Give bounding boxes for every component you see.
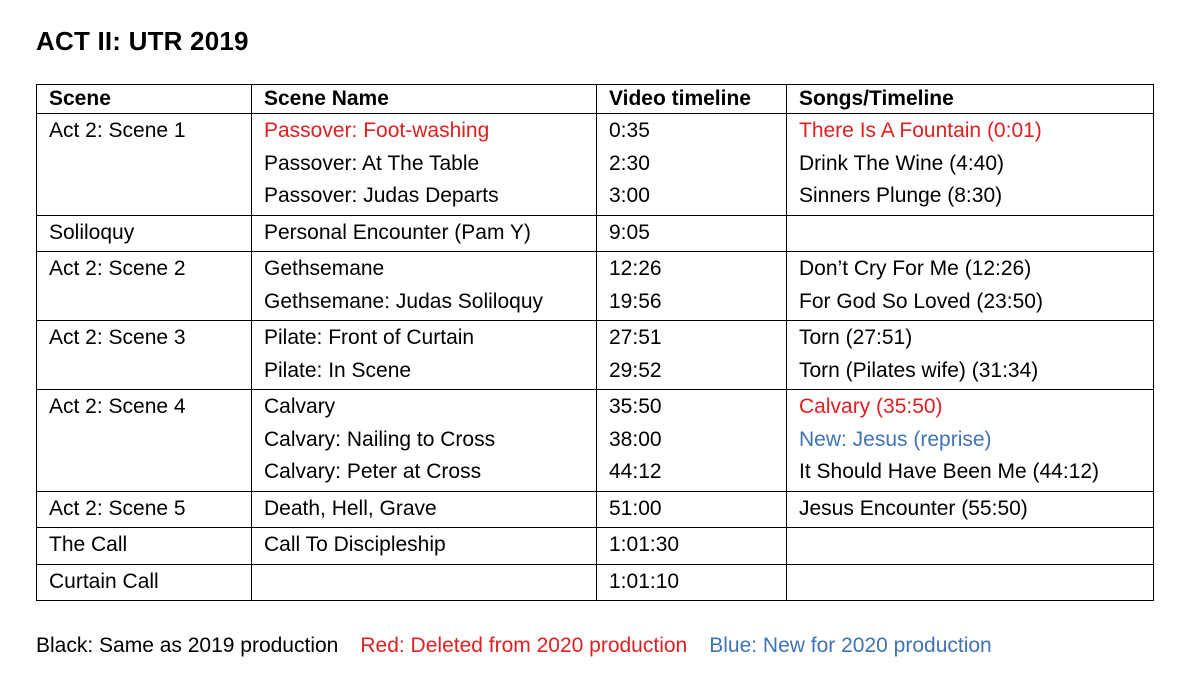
table-row [37,321,1154,390]
legend-item-red: Red: Deleted from 2020 production [360,634,688,657]
songs-timeline-cell-line: There Is A Fountain (0:01) [799,119,1042,142]
video-timeline-cell-line: 27:51 [609,326,662,349]
scene-label: Act 2: Scene 5 [49,496,186,520]
scene-name-cell-line: Calvary [264,395,336,418]
schedule-table [36,84,1154,601]
video-timeline-cell [597,528,787,565]
scene-label: Act 2: Scene 1 [49,119,186,142]
scene-name-cell [252,114,597,216]
scene-name-cell [252,390,597,492]
scene-name-cell [252,491,597,528]
songs-timeline-cell [787,564,1154,601]
legend-item-black: Black: Same as 2019 production [36,634,339,657]
scene-name-cell-line: Call To Discipleship [264,533,446,556]
video-timeline-cell [597,252,787,321]
video-timeline-cell-line: 3:00 [609,184,650,207]
table-row [37,215,1154,252]
scene-name-cell-line [264,566,584,599]
page-title: ACT II: UTR 2019 [36,26,249,56]
scene-name-cell-line: Calvary: Nailing to Cross [264,427,496,451]
scene-cell [37,390,252,492]
header-songs-timeline: Songs/Timeline [787,85,1154,114]
table-row [37,528,1154,565]
video-timeline-cell-line: 2:30 [609,151,650,175]
scene-name-cell-line: Gethsemane: Judas Soliloquy [264,289,543,313]
scene-name-cell-line: Pilate: In Scene [264,358,412,382]
color-legend [36,634,1014,658]
scene-name-cell-line: Death, Hell, Grave [264,496,437,520]
video-timeline-cell-line: 0:35 [609,119,650,142]
scene-name-cell [252,528,597,565]
video-timeline-cell-line: 19:56 [609,289,662,313]
songs-timeline-cell-line: New: Jesus (reprise) [799,427,992,451]
songs-timeline-cell [787,321,1154,390]
scene-cell [37,114,252,216]
scene-name-cell-line: Pilate: Front of Curtain [264,326,475,349]
scene-cell [37,491,252,528]
video-timeline-cell [597,215,787,252]
songs-timeline-cell [787,114,1154,216]
video-timeline-cell-line: 9:05 [609,220,650,244]
songs-timeline-cell [787,390,1154,492]
scene-name-cell-line: Personal Encounter (Pam Y) [264,220,531,244]
songs-timeline-cell-line: Drink The Wine (4:40) [799,151,1005,175]
video-timeline-cell [597,321,787,390]
table-row [37,390,1154,492]
scene-name-cell [252,252,597,321]
scene-name-cell [252,321,597,390]
video-timeline-cell-line: 38:00 [609,427,662,451]
table-body [37,114,1154,601]
scene-name-cell-line: Passover: Judas Departs [264,184,499,207]
scene-label: Act 2: Scene 3 [49,326,186,349]
songs-timeline-cell-line: Jesus Encounter (55:50) [799,496,1028,520]
table-row [37,252,1154,321]
songs-timeline-cell-line: It Should Have Been Me (44:12) [799,460,1100,483]
header-scene-name: Scene Name [252,85,597,114]
video-timeline-cell [597,114,787,216]
songs-timeline-cell-line: Sinners Plunge (8:30) [799,184,1003,207]
scene-cell [37,564,252,601]
video-timeline-cell-line: 51:00 [609,496,662,520]
songs-timeline-cell-line: Don’t Cry For Me (12:26) [799,257,1032,280]
songs-timeline-cell-line [799,566,1141,599]
video-timeline-cell-line: 12:26 [609,257,662,280]
scene-label: Curtain Call [49,569,159,593]
songs-timeline-cell [787,252,1154,321]
songs-timeline-cell-line: Torn (Pilates wife) (31:34) [799,358,1039,382]
songs-timeline-cell-line: For God So Loved (23:50) [799,289,1043,313]
table-row [37,564,1154,601]
video-timeline-cell-line: 1:01:10 [609,569,680,593]
scene-label: The Call [49,533,128,556]
songs-timeline-cell-line: Torn (27:51) [799,326,913,349]
legend-item-blue: Blue: New for 2020 production [709,634,992,657]
songs-timeline-cell-line: Calvary (35:50) [799,395,943,418]
video-timeline-cell-line: 35:50 [609,395,662,418]
scene-name-cell-line: Passover: At The Table [264,151,480,175]
scene-name-cell-line: Calvary: Peter at Cross [264,460,482,483]
scene-cell [37,528,252,565]
scene-name-cell [252,215,597,252]
songs-timeline-cell [787,215,1154,252]
table-header-row [37,85,1154,114]
scene-name-cell-line: Passover: Foot-washing [264,119,490,142]
scene-label: Act 2: Scene 4 [49,395,186,418]
video-timeline-cell-line: 44:12 [609,460,662,483]
video-timeline-cell [597,564,787,601]
video-timeline-cell-line: 29:52 [609,358,662,382]
scene-name-cell-line: Gethsemane [264,257,385,280]
scene-name-cell [252,564,597,601]
table-row [37,491,1154,528]
video-timeline-cell [597,491,787,528]
scene-label: Soliloquy [49,220,135,244]
header-video-timeline: Video timeline [597,85,787,114]
songs-timeline-cell-line [799,529,1141,562]
scene-label: Act 2: Scene 2 [49,257,186,280]
header-scene: Scene [37,85,252,114]
table-row [37,114,1154,216]
songs-timeline-cell [787,528,1154,565]
video-timeline-cell-line: 1:01:30 [609,533,680,556]
songs-timeline-cell [787,491,1154,528]
video-timeline-cell [597,390,787,492]
scene-cell [37,321,252,390]
songs-timeline-cell-line [799,217,1141,250]
scene-cell [37,215,252,252]
scene-cell [37,252,252,321]
